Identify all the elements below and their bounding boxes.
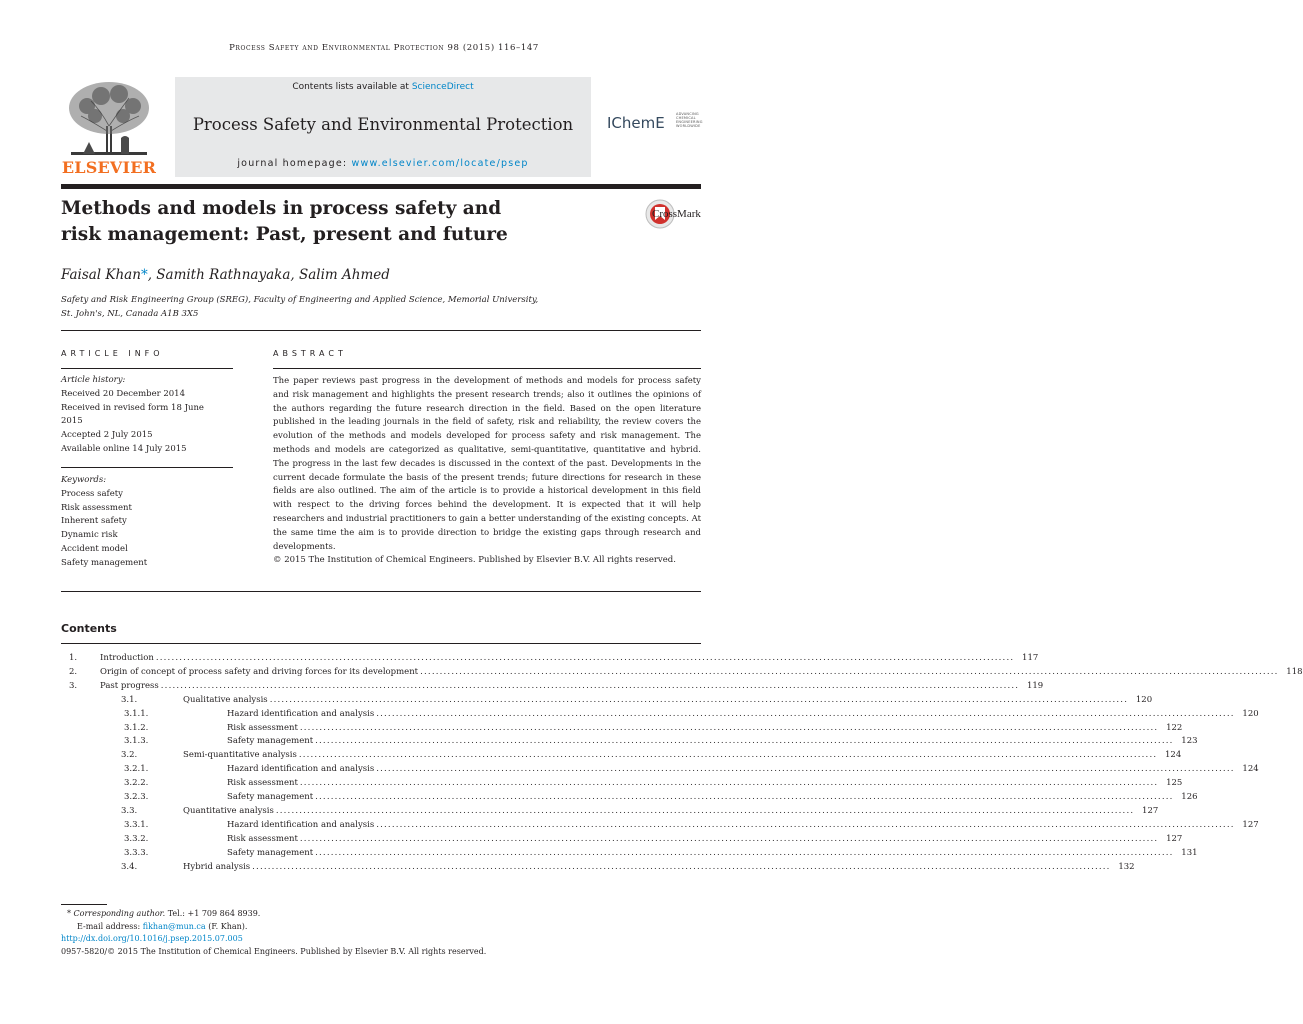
toc-entry-page: 127 (1242, 819, 1259, 830)
author-list (61, 267, 390, 283)
toc-entry-number: 3.1.3. (124, 736, 149, 747)
toc-entry-number: 3.1. (121, 694, 138, 705)
toc-entry-number: 3.3.3. (124, 847, 149, 858)
crossmark-label[interactable]: CrossMark (652, 208, 701, 220)
toc-entry-page: 117 (1022, 653, 1039, 663)
contents-rule (61, 643, 701, 644)
article-history (61, 374, 233, 457)
abstract-rule (273, 368, 701, 369)
toc-entry-title: Qualitative analysis (183, 694, 268, 705)
toc-leader-dots: ............................................................................................................................................................................................................................ (376, 708, 1235, 719)
toc-entry[interactable] (61, 832, 1183, 846)
abstract-copyright: © 2015 The Institution of Chemical Engineers. Published by Elsevier B.V. All rights reserved. (273, 555, 676, 566)
corresponding-author-note (61, 908, 701, 921)
toc-entry-page: 120 (1242, 708, 1259, 719)
toc-entry-number: 3. (69, 680, 78, 691)
publisher-name: ELSEVIER (61, 158, 157, 177)
section-divider (61, 591, 701, 592)
toc-leader-dots: ............................................................................................................................................................................................................................ (160, 680, 1020, 691)
journal-homepage-line (175, 158, 591, 169)
toc-entry[interactable] (61, 651, 1039, 665)
toc-entry[interactable] (61, 818, 1259, 832)
toc-entry-title: Hazard identification and analysis (227, 764, 375, 775)
email-link[interactable]: fikhan@mun.ca (142, 921, 206, 931)
toc-entry-title: Safety management (227, 847, 314, 858)
keyword: Inherent safety (61, 516, 127, 527)
toc-entry-title: Hybrid analysis (183, 861, 251, 872)
toc-leader-dots: ............................................................................................................................................................................................................................ (269, 694, 1129, 705)
contents-heading: Contents (61, 622, 117, 635)
toc-entry-page: 127 (1166, 833, 1183, 844)
footnote (61, 908, 701, 958)
article-title-line2: risk management: Past, present and future (61, 224, 508, 245)
telephone: Tel.: +1 709 864 8939. (165, 909, 261, 918)
toc-leader-dots: ............................................................................................................................................................................................................................ (275, 805, 1135, 816)
toc-entry[interactable] (61, 860, 1135, 874)
toc-leader-dots: ............................................................................................................................................................................................................................ (298, 750, 1158, 761)
toc-entry[interactable] (61, 707, 1259, 721)
corresponding-label: Corresponding author. (73, 909, 166, 918)
toc-leader-dots: ............................................................................................................................................................................................................................ (315, 792, 1174, 802)
toc-entry-title: Semi-quantitative analysis (183, 750, 297, 761)
toc-entry-number: 3.3. (121, 805, 138, 816)
keywords-rule (61, 467, 233, 468)
toc-entry-title: Risk assessment (227, 778, 298, 789)
article-title (61, 196, 581, 248)
article-title-line1: Methods and models in process safety and (61, 198, 502, 219)
email-line (61, 921, 701, 934)
contents-available-line (175, 82, 591, 92)
toc-entry-title: Past progress (100, 680, 159, 691)
sciencedirect-link[interactable]: ScienceDirect (411, 82, 474, 92)
affiliation (61, 293, 661, 321)
toc-leader-dots: ............................................................................................................................................................................................................................ (315, 736, 1174, 747)
toc-entry[interactable] (61, 721, 1183, 735)
toc-entry-number: 2. (69, 666, 78, 677)
toc-entry-page: 118 (1286, 666, 1303, 677)
toc-entry-page: 131 (1181, 847, 1198, 858)
toc-entry-title: Hazard identification and analysis (227, 708, 375, 719)
keywords (61, 474, 233, 571)
toc-entry-number: 3.2.3. (124, 792, 149, 802)
toc-entry-number: 3.2. (121, 750, 138, 761)
author-name: Faisal Khan (61, 267, 141, 283)
toc-entry-number: 3.1.1. (124, 708, 149, 719)
toc-entry-number: 3.1.2. (124, 722, 149, 733)
toc-entry-number: 3.3.1. (124, 819, 149, 830)
toc-entry[interactable] (61, 790, 1198, 804)
toc-entry-page: 132 (1118, 861, 1135, 872)
footnote-rule (61, 904, 107, 905)
toc-entry[interactable] (61, 762, 1259, 776)
toc-entry[interactable] (61, 734, 1198, 748)
toc-leader-dots: ............................................................................................................................................................................................................................ (376, 819, 1235, 830)
toc-entry-title: Origin of concept of process safety and driving forces for its development (100, 666, 419, 677)
abstract-body (273, 375, 701, 568)
history-item: Available online 14 July 2015 (61, 443, 187, 454)
toc-leader-dots: ............................................................................................................................................................................................................................ (376, 764, 1235, 775)
toc-leader-dots: ............................................................................................................................................................................................................................ (252, 861, 1111, 872)
toc-entry-number: 3.2.1. (124, 764, 149, 775)
issn-line: 0957-5820/© 2015 The Institution of Chemical Engineers. Published by Elsevier B.V. All rights reserved. (61, 946, 487, 956)
toc-leader-dots: ............................................................................................................................................................................................................................ (420, 666, 1279, 677)
toc-entry-page: 124 (1242, 764, 1259, 775)
journal-name: Process Safety and Environmental Protection (192, 115, 574, 134)
toc-entry-title: Quantitative analysis (183, 805, 274, 816)
toc-entry-title: Risk assessment (227, 833, 298, 844)
toc-leader-dots: ............................................................................................................................................................................................................................ (315, 847, 1174, 858)
toc-entry-number: 3.2.2. (124, 778, 149, 789)
email-label: E-mail address: (77, 921, 143, 931)
homepage-link[interactable]: www.elsevier.com/locate/psep (351, 158, 529, 169)
toc-entry[interactable] (61, 665, 1303, 679)
keyword: Risk assessment (61, 502, 132, 513)
keyword: Safety management (61, 557, 148, 568)
toc-entry-title: Risk assessment (227, 722, 298, 733)
toc-entry-page: 125 (1166, 778, 1183, 789)
toc-entry-page: 119 (1026, 680, 1044, 691)
history-label: Article history: (61, 375, 126, 385)
toc-entry-page: 127 (1142, 805, 1159, 816)
toc-entry-title: Hazard identification and analysis (227, 819, 375, 830)
contents-available-prefix: Contents lists available at (292, 82, 412, 92)
toc-entry[interactable] (61, 679, 1044, 693)
toc-entry-title: Introduction (100, 653, 154, 663)
abstract-heading: ABSTRACT (273, 349, 347, 358)
toc-entry[interactable] (61, 693, 1153, 707)
header-rule (61, 184, 701, 189)
affiliation-line2: St. John's, NL, Canada A1B 3X5 (61, 309, 199, 319)
email-suffix: (F. Khan). (205, 921, 248, 931)
icheme-wordmark: IChemE (607, 114, 665, 132)
footnote-mark: * (67, 909, 71, 918)
toc-entry-page: 126 (1181, 792, 1198, 802)
keyword: Accident model (61, 543, 128, 554)
keywords-label: Keywords: (61, 475, 107, 485)
toc-entry-number: 3.4. (121, 861, 138, 872)
corresponding-author-mark[interactable]: * (140, 267, 148, 283)
toc-entry-number: 3.3.2. (124, 833, 149, 844)
article-info-rule (61, 368, 233, 369)
toc-entry-title: Safety management (227, 792, 314, 802)
toc-entry[interactable] (61, 776, 1183, 790)
section-divider (61, 330, 701, 331)
article-info-heading: ARTICLE INFO (61, 349, 164, 358)
history-item: Received 20 December 2014 (61, 388, 185, 399)
co-authors: , Samith Rathnayaka, Salim Ahmed (147, 267, 390, 283)
keyword: Process safety (61, 488, 123, 499)
doi-link[interactable]: http://dx.doi.org/10.1016/j.psep.2015.07.005 (61, 934, 243, 943)
toc-entry-page: 123 (1181, 736, 1198, 747)
history-item: Received in revised form 18 June (61, 402, 204, 413)
history-item: 2015 (61, 416, 83, 427)
toc-entry-title: Safety management (227, 736, 314, 747)
toc-entry[interactable] (61, 804, 1159, 818)
toc-entry[interactable] (61, 846, 1198, 860)
running-head: Process Safety and Environmental Protection 98 (2015) 116–147 (229, 43, 539, 53)
toc-entry-page: 124 (1165, 750, 1182, 761)
toc-entry[interactable] (61, 748, 1182, 762)
toc-leader-dots: ............................................................................................................................................................................................................................ (299, 722, 1159, 733)
affiliation-line1: Safety and Risk Engineering Group (SREG), Faculty of Engineering and Applied Science, Memorial University, (61, 295, 539, 305)
toc-leader-dots: ............................................................................................................................................................................................................................ (299, 833, 1159, 844)
history-item: Accepted 2 July 2015 (61, 430, 153, 441)
toc-leader-dots: ............................................................................................................................................................................................................................ (299, 778, 1159, 789)
abstract-text: The paper reviews past progress in the development of methods and models for process safety and risk management and highlights the present research trends; also it outlines the opinions of the authors regarding the future research direction in the field. Based on the open literature published in the leading journals in the field of safety, risk and reliability, the review covers the evolution of the methods and models developed for process safety and risk management. The methods and models are categorized as qualitative, semi-quantitative, quantitative and hybrid. The progress in the last few decades is discussed in the context of the past. Developments in the current decade formulate the basis of the present trends; future directions for research in these fields are also outlined. The aim of the article is to provide a historical development in this field with respect to the driving forces behind the development. It is expected that it will help researchers and industrial practitioners to gain a better understanding of the existing concepts. At the same time the aim is to provide direction to bridge the existing gaps through research and developments. (273, 376, 701, 552)
toc-entry-page: 122 (1166, 722, 1183, 733)
homepage-prefix: journal homepage: (237, 158, 352, 169)
toc-leader-dots: ............................................................................................................................................................................................................................ (155, 653, 1015, 663)
toc-entry-page: 120 (1135, 694, 1153, 705)
icheme-tagline: ADVANCING CHEMICAL ENGINEERING WORLDWIDE (676, 112, 703, 128)
toc-entry-number: 1. (69, 653, 78, 663)
keyword: Dynamic risk (61, 530, 118, 541)
